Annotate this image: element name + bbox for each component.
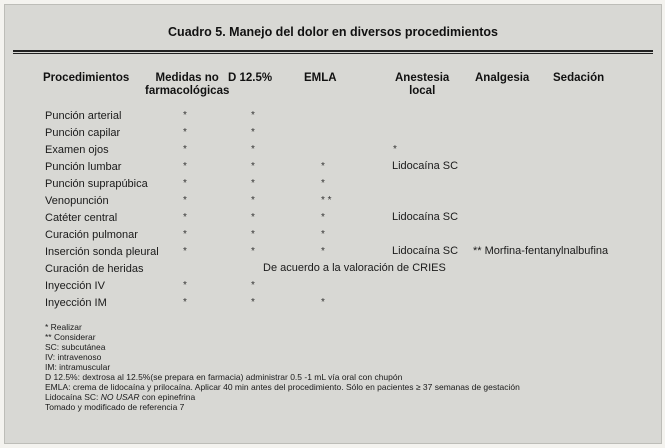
header-anestesia — [395, 72, 449, 98]
cell-medidas: * — [183, 178, 187, 189]
legend-realizar: * Realizar — [45, 322, 82, 332]
cell-analgesia: ** Morfina-fentanylnalbufina — [473, 245, 609, 257]
cell-anestesia: * — [393, 144, 397, 155]
cell-emla: * — [321, 229, 325, 240]
header-anestesia-line2: local — [409, 85, 436, 97]
legend-lidocaina-b: NO USAR — [100, 392, 140, 402]
cell-d125: * — [251, 280, 255, 291]
header-medidas — [145, 72, 229, 98]
legend-emla: EMLA: crema de lidocaína y prilocaína. Aplicar 40 min antes del procedimiento. Sólo en pacientes ≥ 37 semanas de gestación — [45, 382, 520, 392]
cell-medidas: * — [183, 127, 187, 138]
cell-span-text: De acuerdo a la valoración de CRIES — [263, 262, 446, 274]
cell-d125: * — [251, 297, 255, 308]
legend-lidocaina-c: con epinefrina — [139, 392, 196, 402]
cell-medidas: * — [183, 297, 187, 308]
cell-emla: * — [321, 212, 325, 223]
cell-medidas: * — [183, 144, 187, 155]
header-medidas-line2: farmacológicas — [145, 85, 230, 97]
legend-reference: Tomado y modificado de referencia 7 — [45, 402, 185, 412]
cell-medidas: * — [183, 212, 187, 223]
header-analgesia: Analgesia — [475, 72, 530, 84]
header-d125: D 12.5% — [228, 72, 273, 84]
cell-emla: * — [321, 161, 325, 172]
row-label: Curación pulmonar — [45, 229, 138, 241]
cell-d125: * — [251, 127, 255, 138]
legend-considerar: ** Considerar — [45, 332, 96, 342]
row-label: Inserción sonda pleural — [45, 246, 159, 258]
cell-medidas: * — [183, 195, 187, 206]
cell-emla: * — [321, 246, 325, 257]
row-label: Punción arterial — [45, 110, 122, 122]
row-label: Punción capilar — [45, 127, 121, 139]
cell-d125: * — [251, 212, 255, 223]
cell-emla: * — [321, 178, 325, 189]
row-label: Venopunción — [45, 195, 109, 207]
cell-anestesia: Lidocaína SC — [392, 211, 459, 223]
cell-d125: * — [251, 144, 255, 155]
cell-medidas: * — [183, 246, 187, 257]
header-sedacion: Sedación — [553, 72, 605, 84]
cell-anestesia: Lidocaína SC — [392, 160, 459, 172]
cell-emla: * * — [321, 195, 332, 206]
row-label: Punción suprapúbica — [45, 178, 148, 190]
cell-anestesia: Lidocaína SC — [392, 245, 459, 257]
cell-d125: * — [251, 195, 255, 206]
header-procedimientos: Procedimientos — [43, 72, 130, 84]
legend-sc: SC: subcutánea — [45, 342, 106, 352]
header-anestesia-line1: Anestesia — [395, 72, 450, 84]
legend-d125: D 12.5%: dextrosa al 12.5%(se prepara en farmacia) administrar 0.5 -1 mL vía oral con chupón — [45, 372, 403, 382]
row-label: Inyección IM — [45, 297, 107, 309]
legend-lidocaina — [45, 392, 195, 402]
cell-d125: * — [251, 178, 255, 189]
legend-im: IM: intramuscular — [45, 362, 111, 372]
row-label: Examen ojos — [45, 144, 109, 156]
cell-medidas: * — [183, 229, 187, 240]
cell-d125: * — [251, 246, 255, 257]
cell-d125: * — [251, 161, 255, 172]
title-rule-thin — [13, 53, 653, 54]
cell-medidas: * — [183, 110, 187, 121]
table-title: Cuadro 5. Manejo del dolor en diversos procedimientos — [168, 25, 498, 39]
cell-d125: * — [251, 110, 255, 121]
row-label: Curación de heridas — [45, 263, 144, 275]
row-label: Punción lumbar — [45, 161, 122, 173]
legend-lidocaina-a: Lidocaína SC: — [45, 392, 101, 402]
legend-iv: IV: intravenoso — [45, 352, 102, 362]
title-rule — [13, 50, 653, 52]
cell-d125: * — [251, 229, 255, 240]
cell-emla: * — [321, 297, 325, 308]
header-emla: EMLA — [304, 72, 337, 84]
row-label: Catéter central — [45, 212, 118, 224]
table-frame — [4, 4, 662, 444]
row-label: Inyección IV — [45, 280, 105, 292]
cell-medidas: * — [183, 161, 187, 172]
cell-medidas: * — [183, 280, 187, 291]
header-medidas-line1: Medidas no — [155, 72, 219, 84]
